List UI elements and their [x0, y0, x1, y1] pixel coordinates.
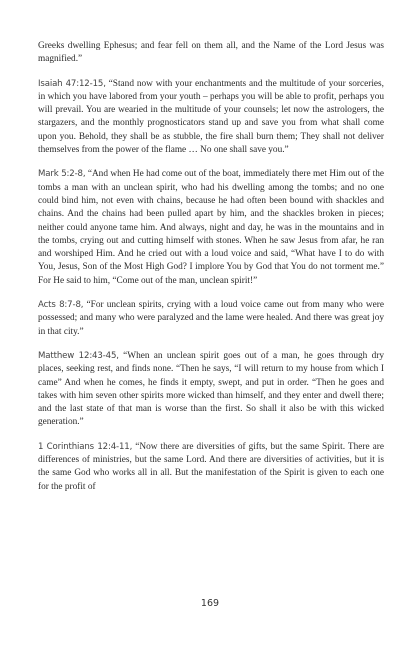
paragraph-ephesus [38, 40, 384, 67]
verse-text: “Now there are diversities of gifts, but the same Spirit. There are differences of ministries, but the same Lord. And there are diversities of activities, but it is the same God who works all in all. But the manifestation of the Spirit is given to each one for the profit of [38, 441, 384, 492]
paragraph-acts [38, 299, 384, 339]
verse-reference: Acts 8:7-8, [38, 300, 84, 311]
verse-reference: 1 Corinthians 12:4-11, [38, 441, 133, 452]
verse-text: “When an unclean spirit goes out of a man, he goes through dry places, seeking rest, and finds none. “Then he says, “I will return to my house from which I came” And when he comes, he finds it empty, swept, and put in order. “Then he goes and takes with him seven other spirits more wicked than himself, and they enter and dwell there; and the last state of that man is worse than the first. So shall it also be with this wicked generation.” [38, 350, 384, 428]
verse-reference: Isaiah 47:12-15, [38, 78, 106, 89]
verse-reference: Mark 5:2-8, [38, 169, 86, 180]
verse-reference: Matthew 12:43-45, [38, 350, 119, 361]
paragraph-mark [38, 168, 384, 288]
paragraph-matthew [38, 350, 384, 430]
verse-text: Greeks dwelling Ephesus; and fear fell on them all, and the Name of the Lord Jesus was magnified.” [38, 41, 384, 65]
verse-text: “For unclean spirits, crying with a loud voice came out from many who were possessed; and many who were paralyzed and the lame were healed. And there was great joy in that city.” [38, 300, 384, 337]
page-body [38, 40, 384, 505]
verse-text: “And when He had come out of the boat, immediately there met Him out of the tombs a man with an unclean spirit, who had his dwelling among the tombs; and no one could bind him, not even with chains, because he had often been bound with shackles and chains. And the chains had been pulled apart by him, and the shackles broken in pieces; neither could anyone tame him. And always, night and day, he was in the mountains and in the tombs, crying out and cutting himself with stones. When he saw Jesus from afar, he ran and worshiped Him. And he cried out with a loud voice and said, “What have I to do with You, Jesus, Son of the Most High God? I implore You by God that You do not torment me.” For He said to him, “Come out of the man, unclean spirit!” [38, 169, 384, 286]
page-number: 169 [200, 598, 220, 609]
paragraph-corinthians [38, 441, 384, 494]
paragraph-isaiah [38, 78, 384, 158]
verse-text: “Stand now with your enchantments and the multitude of your sorceries, in which you have labored from your youth – perhaps you will be able to profit, perhaps you will prevail. You are wearied in the multitude of your counsels; let now the astrologers, the stargazers, and the monthly prognosticators stand up and save you from what shall come upon you. Behold, they shall be as stubble, the fire shall burn them; They shall not deliver themselves from the power of the flame … No one shall save you.” [38, 78, 384, 156]
